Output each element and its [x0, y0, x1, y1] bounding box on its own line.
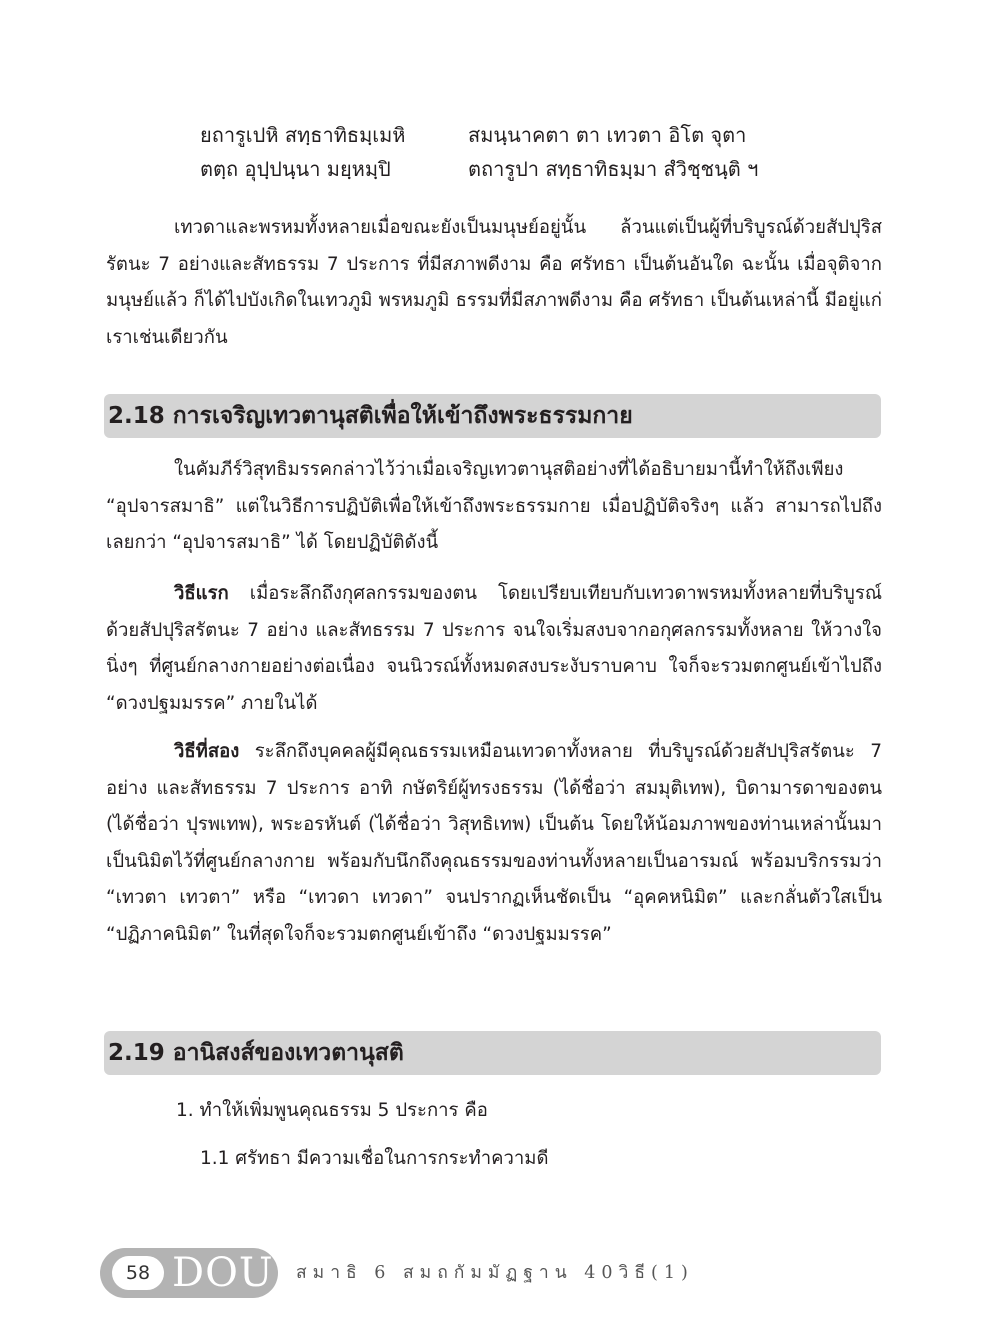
verse-line-1-right: สมนฺนาคตา ตา เทวตา อิโต จุตา	[468, 123, 747, 147]
method-two-paragraph	[106, 734, 882, 953]
section-heading-2-19: 2.19 อานิสงส์ของเทวตานุสติ	[104, 1031, 881, 1075]
method-two-text: ระลึกถึงบุคคลผู้มีคุณธรรมเหมือนเทวดาทั้งหลาย ที่บริบูรณ์ด้วยสัปปุริสรัตนะ 7 อย่าง และสัทธรรม 7 ประการ อาทิ กษัตริย์ผู้ทรงธรรม (ได้ชื่อว่า สมมุติเทพ), บิดามารดาของตน (ได้ชื่อว่า ปุรพเทพ), พระอรหันต์ (ได้ชื่อว่า วิสุทธิเทพ) เป็นต้น โดยให้น้อมภาพของท่านเหล่านั้นมาเป็นนิมิตไว้ที่ศูนย์กลางกาย พร้อมกับนึกถึงคุณธรรมของท่านทั้งหลายเป็นอารมณ์ พร้อมบริกรรมว่า “เทวตา เทวตา” หรือ “เทวดา เทวดา” จนปรากฏเห็นชัดเป็น “อุคคหนิมิต” และกลั่นตัวใสเป็น “ปฏิภาคนิมิต” ในที่สุดใจก็จะรวมตกศูนย์เข้าถึง “ดวงปฐมมรรค”	[106, 741, 882, 945]
method-one-text: เมื่อระลึกถึงกุศลกรรมของตน โดยเปรียบเทียบกับเทวดาพรหมทั้งหลายที่บริบูรณ์ด้วยสัปปุริสรัตนะ 7 อย่าง และสัทธรรม 7 ประการ จนใจเริ่มสงบจากอกุศลกรรมทั้งหลาย ให้วางใจนิ่งๆ ที่ศูนย์กลางกายอย่างต่อเนื่อง จนนิวรณ์ทั้งหมดสงบระงับราบคาบ ใจก็จะรวมตกศูนย์เข้าไปถึง “ดวงปฐมมรรค” ภายในได้	[106, 583, 882, 714]
list-item: 1.1 ศรัทธา มีความเชื่อในการกระทำความดี	[200, 1148, 549, 1169]
list-item: 1. ทำให้เพิ่มพูนคุณธรรม 5 ประการ คือ	[176, 1100, 488, 1121]
section-2-18-paragraph: ในคัมภีร์วิสุทธิมรรคกล่าวไว้ว่าเมื่อเจริญเทวตานุสติอย่างที่ได้อธิบายมานี้ทำให้ถึงเพียง “อุปจารสมาธิ” แต่ในวิธีการปฏิบัติเพื่อให้เข้าถึงพระธรรมกาย เมื่อปฏิบัติจริงๆ แล้ว สามารถไปถึงเลยกว่า “อุปจารสมาธิ” ได้ โดยปฏิบัติดังนี้	[106, 459, 882, 553]
footer-badge	[100, 1248, 278, 1298]
section-heading-2-18: 2.18 การเจริญเทวตานุสติเพื่อให้เข้าถึงพระธรรมกาย	[104, 394, 881, 438]
verse-line-2	[200, 152, 800, 186]
book-title: สมาธิ 6 สมถกัมมัฏฐาน 40วิธี(1)	[296, 1263, 694, 1283]
dou-logo: DOU	[172, 1250, 274, 1296]
verse-line-2-right: ตถารูปา สทฺธาทิธมฺมา สํวิชฺชนฺติ ฯ	[468, 157, 759, 181]
method-one-lead: วิธีแรก	[174, 583, 229, 604]
verse-line-2-left: ตตฺถ อุปฺปนฺนา มยฺหมฺปิ	[200, 157, 391, 181]
verse-line-1-left: ยถารูเปหิ สทฺธาทิธมฺเมหิ	[200, 123, 406, 147]
page-number: 58	[112, 1256, 164, 1290]
method-one-paragraph	[106, 576, 882, 722]
verse-line-1	[200, 118, 800, 152]
intro-paragraph: เทวดาและพรหมทั้งหลายเมื่อขณะยังเป็นมนุษย์อยู่นั้น ล้วนแต่เป็นผู้ที่บริบูรณ์ด้วยสัปปุริสรัตนะ 7 อย่างและสัทธรรม 7 ประการ ที่มีสภาพดีงาม คือ ศรัทธา เป็นต้นอันใด ฉะนั้น เมื่อจุติจากมนุษย์แล้ว ก็ได้ไปบังเกิดในเทวภูมิ พรหมภูมิ ธรรมที่มีสภาพดีงาม คือ ศรัทธา เป็นต้นเหล่านี้ มีอยู่แก่เราเช่นเดียวกัน	[106, 217, 882, 348]
pali-verse	[200, 118, 800, 186]
method-two-lead: วิธีที่สอง	[174, 741, 240, 762]
